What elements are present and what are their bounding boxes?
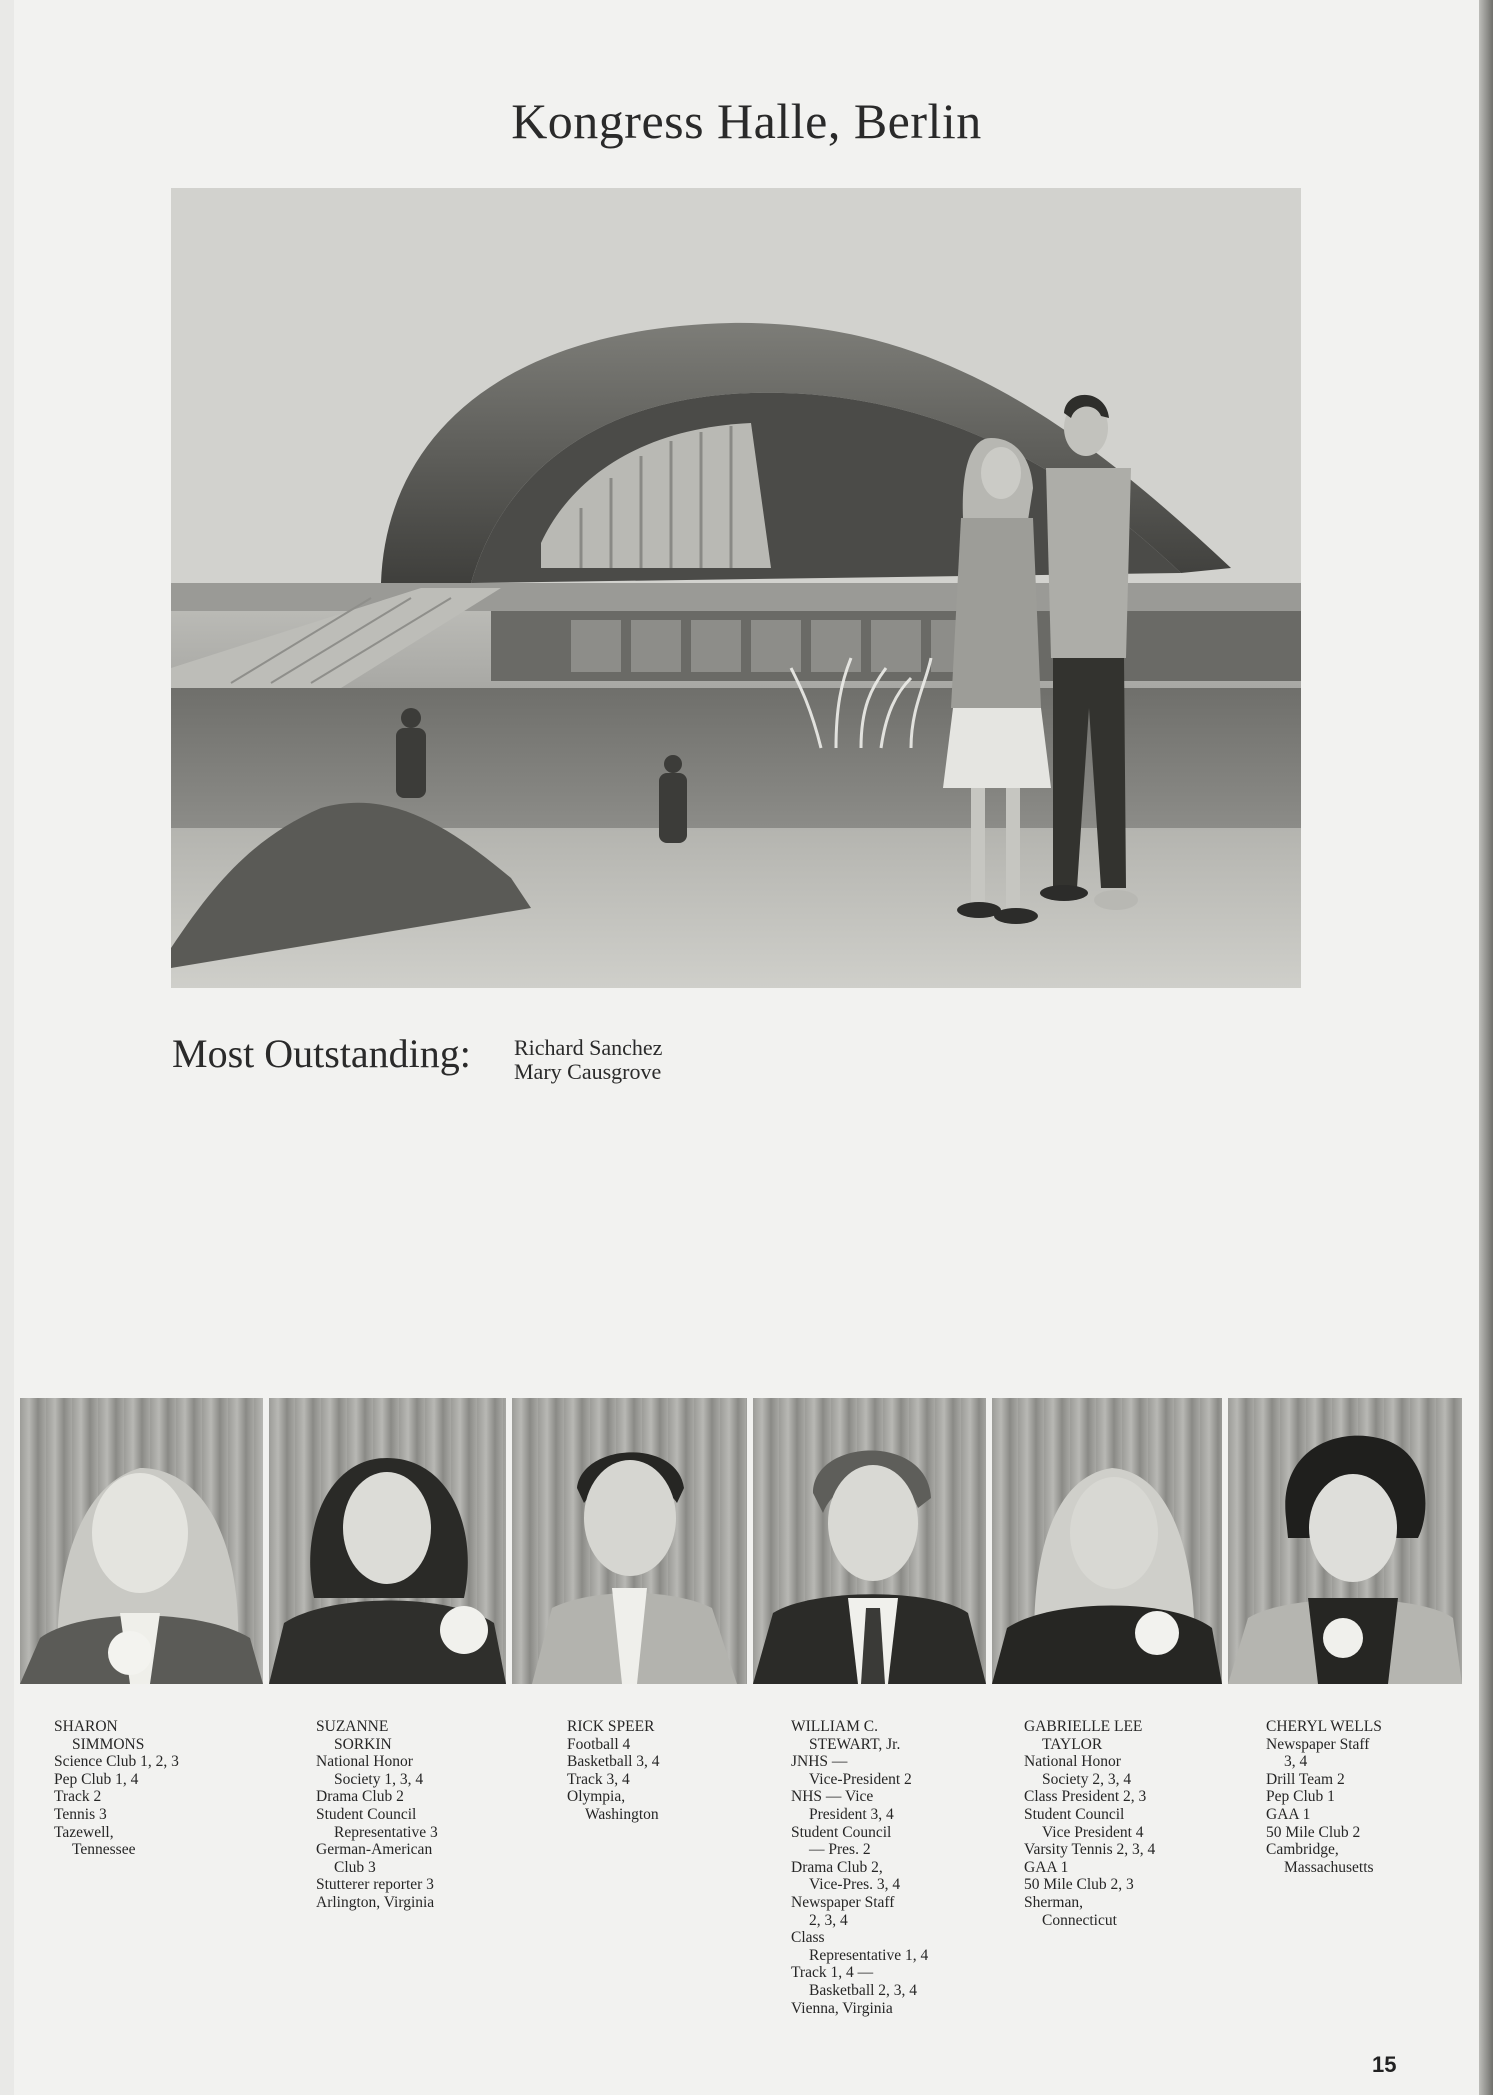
bio-line: Washington bbox=[585, 1805, 659, 1823]
bio-line: Vice President 4 bbox=[1042, 1823, 1144, 1841]
student-bio bbox=[1024, 1718, 1155, 1929]
bio-line: Class President 2, 3 bbox=[1024, 1788, 1147, 1806]
portrait-photo bbox=[753, 1398, 986, 1684]
bio-line: 2, 3, 4 bbox=[809, 1911, 848, 1929]
bio-line: 50 Mile Club 2, 3 bbox=[1024, 1876, 1134, 1894]
bio-line: Newspaper Staff bbox=[1266, 1735, 1370, 1753]
student-name: SORKIN bbox=[334, 1735, 392, 1753]
bio-line: Basketball 3, 4 bbox=[567, 1753, 660, 1771]
bio-line: Student Council bbox=[791, 1823, 892, 1841]
student-bio bbox=[567, 1718, 660, 1824]
bio-line: Newspaper Staff bbox=[791, 1893, 895, 1911]
student-name: SHARON bbox=[54, 1718, 118, 1735]
bio-line: GAA 1 bbox=[1024, 1858, 1069, 1876]
bio-line: Drama Club 2, bbox=[791, 1858, 883, 1876]
student-name: WILLIAM C. bbox=[791, 1718, 878, 1735]
bio-line: Vienna, Virginia bbox=[791, 1999, 893, 2017]
bio-line: Sherman, bbox=[1024, 1893, 1083, 1911]
page-number: 15 bbox=[1372, 2052, 1397, 2077]
bio-line: Science Club 1, 2, 3 bbox=[54, 1753, 179, 1771]
bio-line: Representative 1, 4 bbox=[809, 1946, 929, 1964]
portrait-photo bbox=[269, 1398, 506, 1684]
bio-line: Tennessee bbox=[72, 1841, 136, 1859]
bio-line: National Honor bbox=[316, 1753, 413, 1771]
bio-line: Olympia, bbox=[567, 1788, 626, 1806]
bio-line: Vice-Pres. 3, 4 bbox=[809, 1876, 901, 1894]
bio-line: Track 3, 4 bbox=[567, 1770, 630, 1788]
bio-line: Track 1, 4 — bbox=[791, 1964, 874, 1982]
student-bio bbox=[54, 1718, 179, 1859]
portrait-photo bbox=[992, 1398, 1222, 1684]
bio-line: Class bbox=[791, 1929, 825, 1947]
bio-line: Society 1, 3, 4 bbox=[334, 1770, 424, 1788]
student-bio bbox=[791, 1718, 928, 2017]
student-name: TAYLOR bbox=[1042, 1735, 1103, 1753]
outstanding-name: Mary Causgrove bbox=[514, 1059, 662, 1084]
student-name: GABRIELLE LEE bbox=[1024, 1718, 1143, 1735]
bio-line: Tazewell, bbox=[54, 1823, 114, 1841]
page-edge-shadow bbox=[1479, 0, 1493, 2095]
bio-line: Representative 3 bbox=[334, 1823, 438, 1841]
bio-line: Pep Club 1 bbox=[1266, 1788, 1335, 1806]
bio-line: 3, 4 bbox=[1284, 1753, 1308, 1771]
page-title: Kongress Halle, Berlin bbox=[511, 93, 982, 149]
bio-line: German-American bbox=[316, 1841, 433, 1859]
yearbook-page bbox=[14, 0, 1479, 2095]
outstanding-name: Richard Sanchez bbox=[514, 1035, 663, 1060]
bio-line: Varsity Tennis 2, 3, 4 bbox=[1024, 1841, 1156, 1859]
bio-line: National Honor bbox=[1024, 1753, 1121, 1771]
bio-line: 50 Mile Club 2 bbox=[1266, 1823, 1361, 1841]
student-name: CHERYL WELLS bbox=[1266, 1718, 1382, 1735]
bio-line: JNHS — bbox=[791, 1753, 848, 1771]
bio-line: Club 3 bbox=[334, 1858, 376, 1876]
kongress-halle-illustration bbox=[171, 188, 1301, 988]
bio-line: Stutterer reporter 3 bbox=[316, 1876, 434, 1894]
student-name: SUZANNE bbox=[316, 1718, 389, 1735]
most-outstanding-names bbox=[514, 1036, 662, 1084]
most-outstanding-label: Most Outstanding: bbox=[172, 1031, 471, 1076]
bio-line: Student Council bbox=[316, 1805, 417, 1823]
bio-line: Football 4 bbox=[567, 1735, 631, 1753]
student-name: SIMMONS bbox=[72, 1735, 145, 1753]
student-name: RICK SPEER bbox=[567, 1718, 655, 1735]
portrait-photo bbox=[512, 1398, 747, 1684]
bio-line: Tennis 3 bbox=[54, 1805, 107, 1823]
bio-line: NHS — Vice bbox=[791, 1788, 874, 1806]
bio-line: GAA 1 bbox=[1266, 1805, 1311, 1823]
bio-line: Drama Club 2 bbox=[316, 1788, 404, 1806]
bio-line: Student Council bbox=[1024, 1805, 1125, 1823]
portrait-photo bbox=[1228, 1398, 1462, 1684]
bio-line: Pep Club 1, 4 bbox=[54, 1770, 139, 1788]
bio-line: Basketball 2, 3, 4 bbox=[809, 1981, 918, 1999]
portrait-photo bbox=[20, 1398, 263, 1684]
bio-line: President 3, 4 bbox=[809, 1805, 894, 1823]
bio-line: — Pres. 2 bbox=[809, 1841, 871, 1859]
bio-line: Drill Team 2 bbox=[1266, 1770, 1345, 1788]
student-bio bbox=[316, 1718, 438, 1912]
bio-line: Society 2, 3, 4 bbox=[1042, 1770, 1132, 1788]
bio-line: Massachusetts bbox=[1284, 1858, 1374, 1876]
student-bio bbox=[1266, 1718, 1382, 1876]
bio-line: Track 2 bbox=[54, 1788, 102, 1806]
senior-portraits bbox=[20, 1398, 1480, 1684]
bio-line: Connecticut bbox=[1042, 1911, 1117, 1929]
bio-line: Vice-President 2 bbox=[809, 1770, 912, 1788]
student-name: STEWART, Jr. bbox=[809, 1735, 901, 1753]
bio-line: Cambridge, bbox=[1266, 1841, 1339, 1859]
kongress-halle-photo bbox=[171, 188, 1301, 988]
bio-line: Arlington, Virginia bbox=[316, 1893, 435, 1911]
